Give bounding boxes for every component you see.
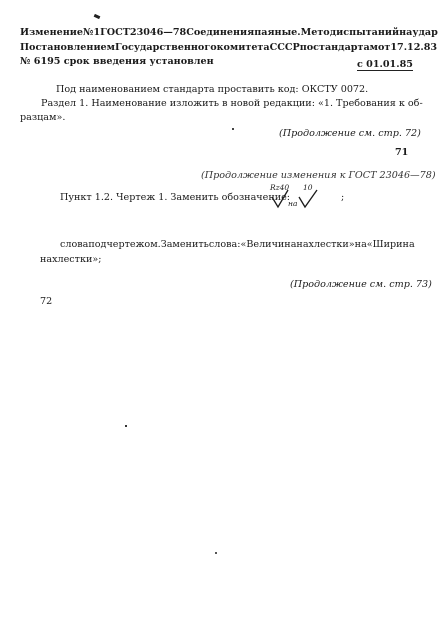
okstu-code-line: Под наименованием стандарта проставить код: ОКСТУ 0072. bbox=[56, 84, 369, 95]
section-1-line-1: Раздел 1. Наименование изложить в новой редакции: «1. Требования к об- bbox=[41, 98, 423, 109]
word: слова bbox=[60, 239, 89, 250]
word: под bbox=[88, 239, 107, 250]
continuation-note-1: (Продолжение см. стр. 72) bbox=[279, 128, 421, 139]
roughness-label-old: Rz40 bbox=[270, 183, 290, 192]
section-1-line-2: разцам». bbox=[20, 112, 66, 123]
roughness-symbol-new bbox=[297, 183, 319, 209]
word: удар bbox=[412, 27, 438, 38]
word: чертежом. bbox=[106, 239, 161, 250]
word: испытаний bbox=[336, 27, 400, 38]
scan-speck bbox=[94, 14, 101, 19]
word: на bbox=[354, 239, 367, 250]
word: слова: bbox=[208, 239, 241, 250]
scan-speck bbox=[125, 425, 127, 427]
word: «Величина bbox=[240, 239, 297, 250]
item-semicolon: ; bbox=[341, 192, 345, 203]
word: 1 bbox=[93, 27, 101, 38]
word: Изменение bbox=[20, 27, 83, 38]
word: 23046—78 bbox=[129, 27, 187, 38]
amendment-header-line-1 bbox=[20, 27, 438, 38]
check-mark-icon bbox=[297, 183, 319, 209]
page-number-72: 72 bbox=[40, 296, 53, 307]
roughness-label-new: 10 bbox=[303, 183, 313, 192]
word: паяные. bbox=[254, 27, 301, 38]
word: ГОСТ bbox=[100, 27, 130, 38]
word: стандартам bbox=[313, 42, 378, 53]
word: 17.12.83 bbox=[390, 42, 438, 53]
word: Государственного bbox=[115, 42, 217, 53]
word: Соединения bbox=[186, 27, 255, 38]
word: нахлестки» bbox=[296, 239, 355, 250]
scan-speck bbox=[215, 552, 217, 554]
continuation-header: (Продолжение изменения к ГОСТ 23046—78) bbox=[201, 170, 436, 181]
word: от bbox=[378, 42, 391, 53]
amendment-header-line-2 bbox=[20, 42, 438, 53]
words-replacement-line-2: нахлестки»; bbox=[40, 254, 102, 265]
word: комитета bbox=[216, 42, 270, 53]
word: № bbox=[83, 27, 94, 38]
words-replacement-line-1 bbox=[60, 239, 415, 250]
word: на bbox=[399, 27, 413, 38]
continuation-note-2: (Продолжение см. стр. 73) bbox=[290, 279, 432, 290]
page-number-71: 71 bbox=[395, 147, 409, 158]
word: СССР bbox=[269, 42, 300, 53]
amendment-header-line-3: № 6195 срок введения установлен bbox=[20, 56, 214, 67]
word: по bbox=[299, 42, 314, 53]
effective-date: с 01.01.85 bbox=[357, 59, 413, 70]
item-1-2-text: Пункт 1.2. Чертеж 1. Заменить обозначение: bbox=[60, 192, 291, 203]
word: «Ширина bbox=[366, 239, 415, 250]
word: Метод bbox=[300, 27, 337, 38]
roughness-word-na: на bbox=[288, 199, 298, 208]
scan-speck bbox=[232, 128, 234, 130]
word: Постановлением bbox=[20, 42, 115, 53]
word: Заменить bbox=[160, 239, 209, 250]
